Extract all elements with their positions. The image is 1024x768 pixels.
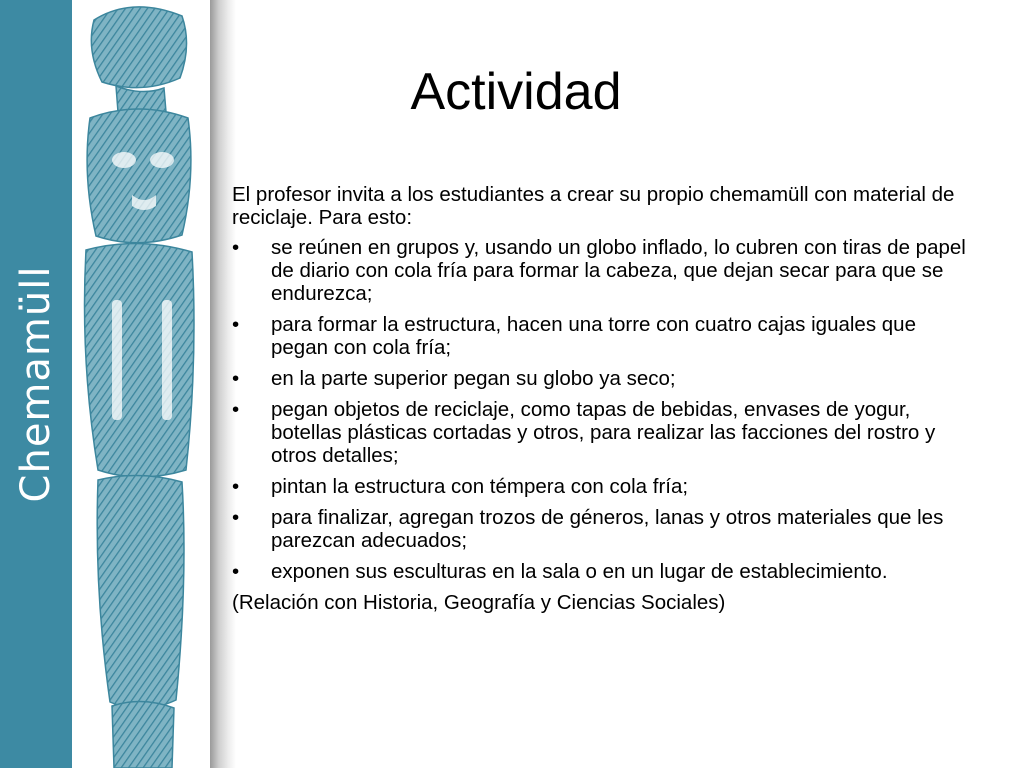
subject-note: (Relación con Historia, Geografía y Ciencias Sociales) — [232, 591, 726, 614]
list-item-text: pintan la estructura con témpera con cola fría; — [271, 475, 689, 498]
list-item — [232, 506, 977, 552]
list-item-text: pegan objetos de reciclaje, como tapas de bebidas, envases de yogur, botellas plásticas cortadas y otros, para realizar las facciones del rostro y otros detalles; — [271, 398, 936, 467]
bullet-icon: • — [232, 367, 240, 390]
list-item — [232, 313, 977, 359]
bullet-icon: • — [232, 398, 240, 421]
slide-body — [232, 183, 977, 621]
list-item-text: se reúnen en grupos y, usando un globo inflado, lo cubren con tiras de papel de diario con cola fría para formar la cabeza, que dejan secar para que se endurezca; — [271, 236, 966, 305]
list-item-text: exponen sus esculturas en la sala o en un lugar de establecimiento. — [271, 560, 888, 583]
list-item — [232, 236, 977, 305]
side-title: Chemamüll — [13, 265, 59, 503]
bullet-icon: • — [232, 313, 240, 336]
list-item-text: para finalizar, agregan trozos de géneros, lanas y otros materiales que les parezcan adecuados; — [271, 506, 944, 552]
bullet-icon: • — [232, 236, 240, 259]
side-band — [0, 0, 72, 768]
slide-title: Actividad — [410, 63, 622, 121]
steps-list — [232, 236, 977, 583]
intro-text: El profesor invita a los estudiantes a crear su propio chemamüll con material de reciclaje. Para esto: — [232, 183, 955, 229]
list-item — [232, 560, 977, 583]
bullet-icon: • — [232, 506, 240, 529]
list-item — [232, 367, 977, 390]
list-item-text: para formar la estructura, hacen una torre con cuatro cajas iguales que pegan con cola fría; — [271, 313, 916, 359]
list-item-text: en la parte superior pegan su globo ya seco; — [271, 367, 676, 390]
list-item — [232, 475, 977, 498]
bullet-icon: • — [232, 560, 240, 583]
chemamull-figure-illustration — [72, 0, 212, 768]
list-item — [232, 398, 977, 467]
bullet-icon: • — [232, 475, 240, 498]
